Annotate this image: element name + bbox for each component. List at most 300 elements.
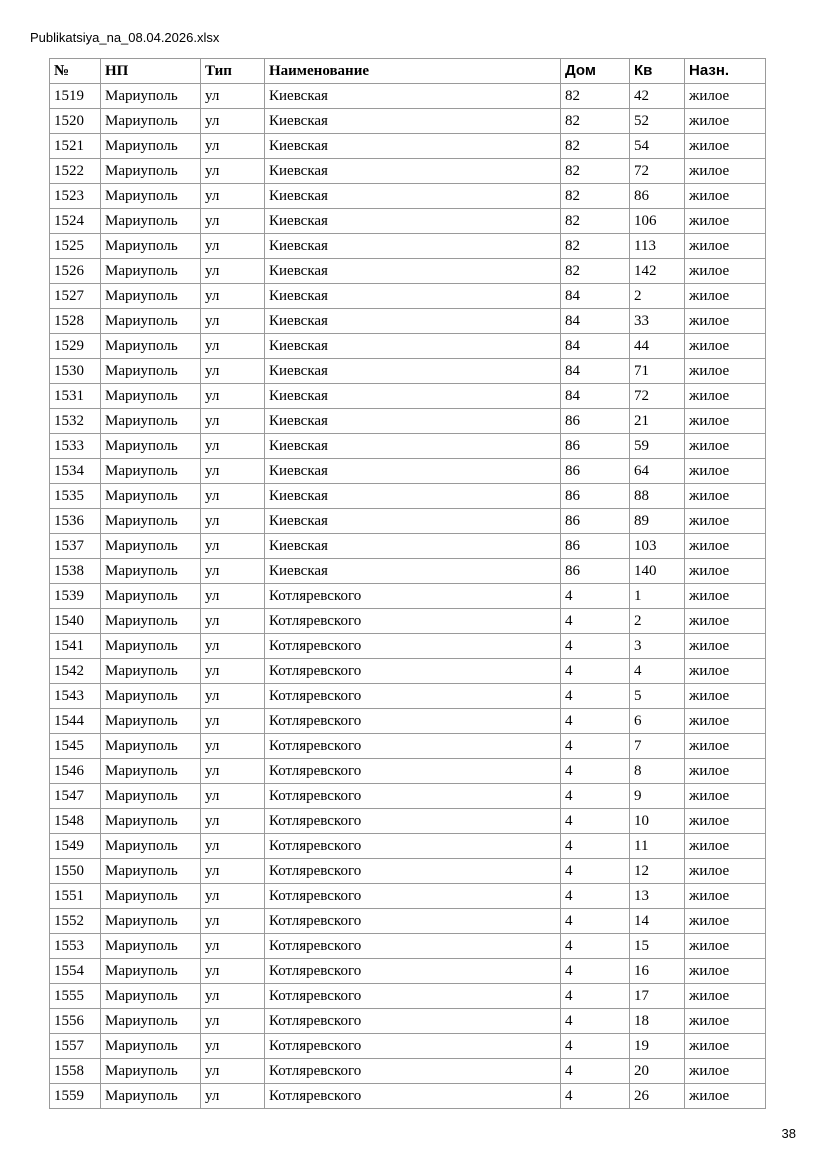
cell-house: 4 xyxy=(561,659,630,684)
cell-purpose: жилое xyxy=(685,984,766,1009)
cell-apartment: 89 xyxy=(630,509,685,534)
document-filename: Publikatsiya_na_08.04.2026.xlsx xyxy=(30,30,220,45)
cell-type: ул xyxy=(201,134,265,159)
table-row xyxy=(50,884,766,909)
cell-apartment: 44 xyxy=(630,334,685,359)
cell-settlement: Мариуполь xyxy=(101,934,201,959)
cell-house: 4 xyxy=(561,784,630,809)
cell-number: 1557 xyxy=(50,1034,101,1059)
table-row xyxy=(50,234,766,259)
cell-type: ул xyxy=(201,434,265,459)
table-row xyxy=(50,809,766,834)
table-row xyxy=(50,509,766,534)
table-row xyxy=(50,84,766,109)
cell-purpose: жилое xyxy=(685,834,766,859)
cell-house: 4 xyxy=(561,759,630,784)
cell-purpose: жилое xyxy=(685,209,766,234)
cell-number: 1546 xyxy=(50,759,101,784)
cell-name: Киевская xyxy=(265,309,561,334)
cell-purpose: жилое xyxy=(685,1084,766,1109)
table-row xyxy=(50,784,766,809)
cell-apartment: 1 xyxy=(630,584,685,609)
cell-number: 1547 xyxy=(50,784,101,809)
cell-house: 82 xyxy=(561,109,630,134)
cell-settlement: Мариуполь xyxy=(101,359,201,384)
cell-apartment: 3 xyxy=(630,634,685,659)
cell-settlement: Мариуполь xyxy=(101,834,201,859)
cell-settlement: Мариуполь xyxy=(101,909,201,934)
cell-house: 82 xyxy=(561,84,630,109)
cell-settlement: Мариуполь xyxy=(101,159,201,184)
cell-apartment: 59 xyxy=(630,434,685,459)
cell-purpose: жилое xyxy=(685,809,766,834)
cell-type: ул xyxy=(201,734,265,759)
cell-settlement: Мариуполь xyxy=(101,409,201,434)
cell-purpose: жилое xyxy=(685,259,766,284)
cell-name: Котляревского xyxy=(265,959,561,984)
cell-purpose: жилое xyxy=(685,584,766,609)
cell-name: Киевская xyxy=(265,409,561,434)
cell-settlement: Мариуполь xyxy=(101,759,201,784)
cell-apartment: 42 xyxy=(630,84,685,109)
cell-name: Киевская xyxy=(265,334,561,359)
cell-house: 4 xyxy=(561,959,630,984)
cell-apartment: 140 xyxy=(630,559,685,584)
cell-house: 82 xyxy=(561,234,630,259)
cell-house: 4 xyxy=(561,634,630,659)
cell-number: 1531 xyxy=(50,384,101,409)
cell-number: 1554 xyxy=(50,959,101,984)
cell-purpose: жилое xyxy=(685,609,766,634)
cell-type: ул xyxy=(201,984,265,1009)
cell-type: ул xyxy=(201,159,265,184)
cell-type: ул xyxy=(201,1084,265,1109)
cell-purpose: жилое xyxy=(685,1059,766,1084)
cell-number: 1533 xyxy=(50,434,101,459)
table-row xyxy=(50,459,766,484)
cell-number: 1524 xyxy=(50,209,101,234)
cell-house: 82 xyxy=(561,209,630,234)
cell-purpose: жилое xyxy=(685,109,766,134)
cell-settlement: Мариуполь xyxy=(101,284,201,309)
cell-apartment: 26 xyxy=(630,1084,685,1109)
cell-purpose: жилое xyxy=(685,859,766,884)
cell-number: 1550 xyxy=(50,859,101,884)
cell-name: Котляревского xyxy=(265,984,561,1009)
cell-name: Котляревского xyxy=(265,834,561,859)
cell-number: 1540 xyxy=(50,609,101,634)
cell-purpose: жилое xyxy=(685,459,766,484)
cell-settlement: Мариуполь xyxy=(101,109,201,134)
cell-house: 86 xyxy=(561,509,630,534)
cell-apartment: 16 xyxy=(630,959,685,984)
cell-type: ул xyxy=(201,634,265,659)
cell-name: Киевская xyxy=(265,184,561,209)
cell-purpose: жилое xyxy=(685,134,766,159)
cell-type: ул xyxy=(201,959,265,984)
cell-type: ул xyxy=(201,1059,265,1084)
cell-type: ул xyxy=(201,109,265,134)
cell-settlement: Мариуполь xyxy=(101,1009,201,1034)
cell-apartment: 71 xyxy=(630,359,685,384)
cell-name: Киевская xyxy=(265,484,561,509)
cell-name: Котляревского xyxy=(265,784,561,809)
cell-name: Котляревского xyxy=(265,659,561,684)
cell-type: ул xyxy=(201,609,265,634)
cell-apartment: 113 xyxy=(630,234,685,259)
cell-type: ул xyxy=(201,934,265,959)
table-row xyxy=(50,159,766,184)
cell-settlement: Мариуполь xyxy=(101,1084,201,1109)
cell-number: 1519 xyxy=(50,84,101,109)
column-header-apartment: Кв xyxy=(630,59,685,84)
cell-number: 1520 xyxy=(50,109,101,134)
table-row xyxy=(50,259,766,284)
table-row xyxy=(50,334,766,359)
cell-house: 84 xyxy=(561,284,630,309)
cell-apartment: 88 xyxy=(630,484,685,509)
cell-apartment: 20 xyxy=(630,1059,685,1084)
cell-type: ул xyxy=(201,234,265,259)
cell-apartment: 12 xyxy=(630,859,685,884)
cell-settlement: Мариуполь xyxy=(101,209,201,234)
cell-apartment: 19 xyxy=(630,1034,685,1059)
cell-type: ул xyxy=(201,409,265,434)
table-row xyxy=(50,134,766,159)
cell-settlement: Мариуполь xyxy=(101,384,201,409)
table-row xyxy=(50,859,766,884)
cell-name: Киевская xyxy=(265,209,561,234)
cell-apartment: 10 xyxy=(630,809,685,834)
cell-number: 1541 xyxy=(50,634,101,659)
cell-number: 1539 xyxy=(50,584,101,609)
cell-settlement: Мариуполь xyxy=(101,734,201,759)
cell-number: 1543 xyxy=(50,684,101,709)
table-row xyxy=(50,834,766,859)
table-row xyxy=(50,609,766,634)
cell-number: 1552 xyxy=(50,909,101,934)
cell-name: Котляревского xyxy=(265,1084,561,1109)
cell-apartment: 7 xyxy=(630,734,685,759)
cell-house: 4 xyxy=(561,909,630,934)
cell-purpose: жилое xyxy=(685,184,766,209)
cell-settlement: Мариуполь xyxy=(101,259,201,284)
table-row xyxy=(50,109,766,134)
table-row xyxy=(50,1009,766,1034)
cell-apartment: 52 xyxy=(630,109,685,134)
cell-settlement: Мариуполь xyxy=(101,334,201,359)
cell-purpose: жилое xyxy=(685,434,766,459)
cell-house: 4 xyxy=(561,984,630,1009)
table-header-row xyxy=(50,59,766,84)
cell-apartment: 72 xyxy=(630,159,685,184)
table-row xyxy=(50,284,766,309)
cell-settlement: Мариуполь xyxy=(101,959,201,984)
cell-apartment: 86 xyxy=(630,184,685,209)
cell-house: 82 xyxy=(561,159,630,184)
table-row xyxy=(50,209,766,234)
cell-purpose: жилое xyxy=(685,1009,766,1034)
cell-type: ул xyxy=(201,459,265,484)
cell-purpose: жилое xyxy=(685,734,766,759)
cell-name: Котляревского xyxy=(265,1059,561,1084)
table-row xyxy=(50,659,766,684)
table-row xyxy=(50,984,766,1009)
cell-type: ул xyxy=(201,559,265,584)
cell-name: Котляревского xyxy=(265,859,561,884)
cell-name: Киевская xyxy=(265,434,561,459)
cell-purpose: жилое xyxy=(685,159,766,184)
column-header-number: № xyxy=(50,59,101,84)
cell-settlement: Мариуполь xyxy=(101,234,201,259)
cell-number: 1556 xyxy=(50,1009,101,1034)
cell-number: 1544 xyxy=(50,709,101,734)
cell-apartment: 6 xyxy=(630,709,685,734)
cell-type: ул xyxy=(201,509,265,534)
cell-purpose: жилое xyxy=(685,909,766,934)
cell-type: ул xyxy=(201,309,265,334)
cell-purpose: жилое xyxy=(685,659,766,684)
cell-house: 4 xyxy=(561,584,630,609)
table-row xyxy=(50,959,766,984)
cell-number: 1545 xyxy=(50,734,101,759)
cell-house: 84 xyxy=(561,309,630,334)
table-row xyxy=(50,534,766,559)
cell-house: 84 xyxy=(561,359,630,384)
cell-apartment: 103 xyxy=(630,534,685,559)
cell-apartment: 11 xyxy=(630,834,685,859)
cell-type: ул xyxy=(201,259,265,284)
cell-type: ул xyxy=(201,84,265,109)
cell-name: Киевская xyxy=(265,259,561,284)
cell-settlement: Мариуполь xyxy=(101,509,201,534)
table-row xyxy=(50,584,766,609)
cell-apartment: 14 xyxy=(630,909,685,934)
cell-name: Киевская xyxy=(265,359,561,384)
cell-number: 1530 xyxy=(50,359,101,384)
cell-purpose: жилое xyxy=(685,784,766,809)
cell-number: 1558 xyxy=(50,1059,101,1084)
cell-name: Котляревского xyxy=(265,684,561,709)
cell-purpose: жилое xyxy=(685,559,766,584)
cell-type: ул xyxy=(201,884,265,909)
cell-number: 1559 xyxy=(50,1084,101,1109)
cell-name: Котляревского xyxy=(265,734,561,759)
cell-name: Котляревского xyxy=(265,809,561,834)
cell-number: 1555 xyxy=(50,984,101,1009)
cell-type: ул xyxy=(201,284,265,309)
cell-name: Киевская xyxy=(265,284,561,309)
cell-apartment: 2 xyxy=(630,609,685,634)
cell-name: Котляревского xyxy=(265,584,561,609)
cell-settlement: Мариуполь xyxy=(101,859,201,884)
cell-settlement: Мариуполь xyxy=(101,684,201,709)
table-row xyxy=(50,309,766,334)
cell-house: 4 xyxy=(561,809,630,834)
cell-settlement: Мариуполь xyxy=(101,784,201,809)
cell-name: Котляревского xyxy=(265,909,561,934)
cell-name: Киевская xyxy=(265,559,561,584)
cell-settlement: Мариуполь xyxy=(101,84,201,109)
cell-settlement: Мариуполь xyxy=(101,484,201,509)
cell-number: 1536 xyxy=(50,509,101,534)
table-row xyxy=(50,484,766,509)
table-row xyxy=(50,409,766,434)
cell-apartment: 5 xyxy=(630,684,685,709)
cell-type: ул xyxy=(201,684,265,709)
cell-type: ул xyxy=(201,759,265,784)
cell-house: 4 xyxy=(561,609,630,634)
cell-number: 1553 xyxy=(50,934,101,959)
cell-settlement: Мариуполь xyxy=(101,559,201,584)
cell-number: 1537 xyxy=(50,534,101,559)
cell-name: Киевская xyxy=(265,234,561,259)
cell-type: ул xyxy=(201,1009,265,1034)
cell-type: ул xyxy=(201,859,265,884)
cell-number: 1529 xyxy=(50,334,101,359)
cell-type: ул xyxy=(201,209,265,234)
cell-purpose: жилое xyxy=(685,634,766,659)
cell-name: Котляревского xyxy=(265,1034,561,1059)
cell-name: Котляревского xyxy=(265,934,561,959)
cell-apartment: 8 xyxy=(630,759,685,784)
cell-settlement: Мариуполь xyxy=(101,884,201,909)
cell-apartment: 9 xyxy=(630,784,685,809)
cell-house: 4 xyxy=(561,934,630,959)
column-header-purpose: Назн. xyxy=(685,59,766,84)
cell-number: 1538 xyxy=(50,559,101,584)
table-row xyxy=(50,1084,766,1109)
cell-name: Котляревского xyxy=(265,759,561,784)
cell-house: 84 xyxy=(561,384,630,409)
table-row xyxy=(50,909,766,934)
cell-name: Котляревского xyxy=(265,709,561,734)
cell-type: ул xyxy=(201,534,265,559)
table-row xyxy=(50,1059,766,1084)
cell-apartment: 33 xyxy=(630,309,685,334)
cell-apartment: 21 xyxy=(630,409,685,434)
cell-apartment: 2 xyxy=(630,284,685,309)
cell-purpose: жилое xyxy=(685,284,766,309)
cell-settlement: Мариуполь xyxy=(101,609,201,634)
cell-number: 1527 xyxy=(50,284,101,309)
table-row xyxy=(50,634,766,659)
cell-house: 4 xyxy=(561,1059,630,1084)
cell-apartment: 4 xyxy=(630,659,685,684)
cell-house: 82 xyxy=(561,184,630,209)
table-row xyxy=(50,184,766,209)
cell-type: ул xyxy=(201,184,265,209)
cell-settlement: Мариуполь xyxy=(101,659,201,684)
cell-house: 86 xyxy=(561,409,630,434)
cell-number: 1522 xyxy=(50,159,101,184)
cell-type: ул xyxy=(201,484,265,509)
cell-type: ул xyxy=(201,784,265,809)
cell-purpose: жилое xyxy=(685,359,766,384)
cell-settlement: Мариуполь xyxy=(101,584,201,609)
table-row xyxy=(50,759,766,784)
cell-house: 4 xyxy=(561,859,630,884)
cell-type: ул xyxy=(201,584,265,609)
cell-number: 1542 xyxy=(50,659,101,684)
cell-purpose: жилое xyxy=(685,759,766,784)
cell-house: 4 xyxy=(561,1009,630,1034)
cell-type: ул xyxy=(201,1034,265,1059)
cell-number: 1534 xyxy=(50,459,101,484)
cell-purpose: жилое xyxy=(685,534,766,559)
table-body xyxy=(50,84,766,1109)
cell-house: 84 xyxy=(561,334,630,359)
cell-settlement: Мариуполь xyxy=(101,184,201,209)
table-row xyxy=(50,709,766,734)
table-row xyxy=(50,934,766,959)
cell-settlement: Мариуполь xyxy=(101,1034,201,1059)
cell-name: Киевская xyxy=(265,134,561,159)
column-header-name: Наименование xyxy=(265,59,561,84)
cell-type: ул xyxy=(201,384,265,409)
cell-settlement: Мариуполь xyxy=(101,534,201,559)
cell-number: 1521 xyxy=(50,134,101,159)
page-number: 38 xyxy=(781,1126,796,1141)
cell-settlement: Мариуполь xyxy=(101,709,201,734)
cell-settlement: Мариуполь xyxy=(101,1059,201,1084)
cell-purpose: жилое xyxy=(685,1034,766,1059)
column-header-house: Дом xyxy=(561,59,630,84)
cell-house: 86 xyxy=(561,434,630,459)
cell-name: Киевская xyxy=(265,159,561,184)
cell-house: 4 xyxy=(561,1034,630,1059)
table-row xyxy=(50,734,766,759)
cell-house: 86 xyxy=(561,459,630,484)
cell-apartment: 72 xyxy=(630,384,685,409)
cell-name: Киевская xyxy=(265,534,561,559)
cell-settlement: Мариуполь xyxy=(101,459,201,484)
cell-number: 1523 xyxy=(50,184,101,209)
cell-name: Котляревского xyxy=(265,609,561,634)
cell-type: ул xyxy=(201,809,265,834)
cell-purpose: жилое xyxy=(685,684,766,709)
cell-apartment: 106 xyxy=(630,209,685,234)
cell-purpose: жилое xyxy=(685,309,766,334)
cell-purpose: жилое xyxy=(685,509,766,534)
cell-number: 1526 xyxy=(50,259,101,284)
cell-apartment: 142 xyxy=(630,259,685,284)
cell-house: 86 xyxy=(561,484,630,509)
cell-purpose: жилое xyxy=(685,484,766,509)
cell-number: 1549 xyxy=(50,834,101,859)
cell-name: Киевская xyxy=(265,509,561,534)
cell-name: Киевская xyxy=(265,109,561,134)
cell-settlement: Мариуполь xyxy=(101,309,201,334)
cell-house: 4 xyxy=(561,834,630,859)
cell-purpose: жилое xyxy=(685,959,766,984)
cell-house: 86 xyxy=(561,534,630,559)
cell-settlement: Мариуполь xyxy=(101,984,201,1009)
table-row xyxy=(50,384,766,409)
cell-apartment: 54 xyxy=(630,134,685,159)
cell-house: 86 xyxy=(561,559,630,584)
table-row xyxy=(50,359,766,384)
cell-purpose: жилое xyxy=(685,384,766,409)
cell-type: ул xyxy=(201,334,265,359)
cell-house: 4 xyxy=(561,1084,630,1109)
cell-number: 1528 xyxy=(50,309,101,334)
cell-settlement: Мариуполь xyxy=(101,809,201,834)
cell-name: Котляревского xyxy=(265,634,561,659)
cell-apartment: 17 xyxy=(630,984,685,1009)
table-row xyxy=(50,434,766,459)
cell-house: 4 xyxy=(561,734,630,759)
